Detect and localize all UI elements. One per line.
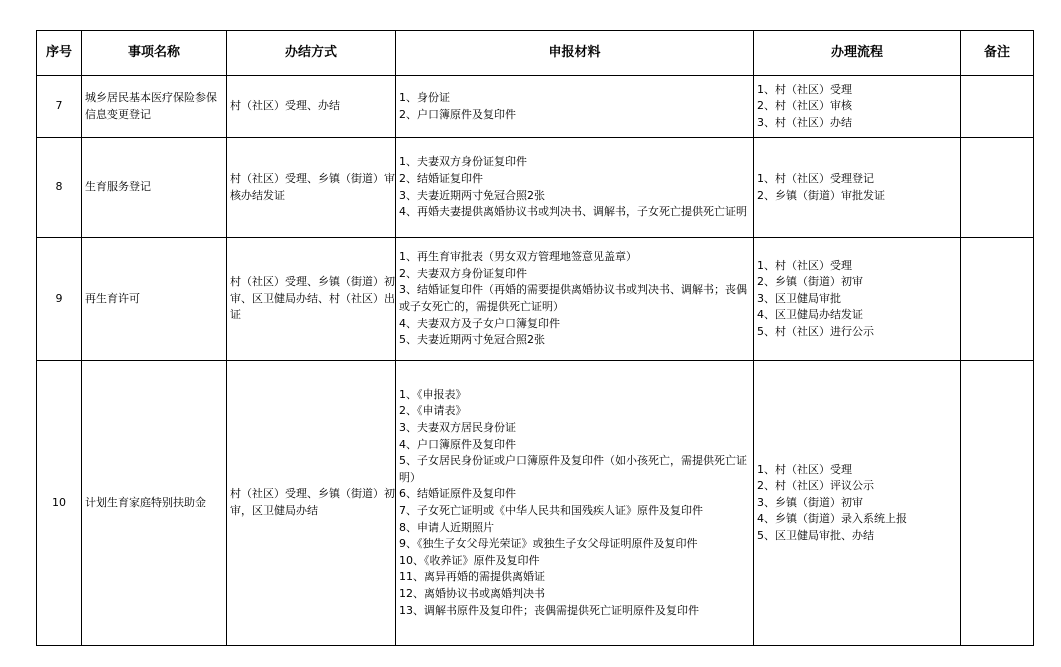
table-row — [37, 238, 1034, 361]
process-step: 4、区卫健局办结发证 — [757, 308, 863, 322]
process-cell — [754, 76, 961, 138]
process-cell — [754, 138, 961, 238]
material-line: 1、身份证 — [399, 90, 450, 104]
process-cell — [754, 238, 961, 361]
materials-cell — [396, 361, 754, 646]
process-step: 3、区卫健局审批 — [757, 291, 841, 305]
header-materials: 申报材料 — [396, 31, 754, 76]
header-method: 办结方式 — [227, 31, 396, 76]
service-items-table-sheet — [36, 30, 1033, 646]
service-items-table — [36, 30, 1034, 646]
material-line: 3、夫妻双方居民身份证 — [399, 421, 516, 435]
material-line: 2、《申请表》 — [399, 404, 467, 418]
material-line: 4、再婚夫妻提供离婚协议书或判决书、调解书，子女死亡提供死亡证明 — [399, 205, 747, 219]
note-cell — [961, 361, 1034, 646]
row-index-cell: 9 — [37, 238, 82, 361]
header-process: 办理流程 — [754, 31, 961, 76]
process-step: 1、村（社区）受理 — [757, 462, 852, 476]
process-cell — [754, 361, 961, 646]
process-step: 3、乡镇（街道）初审 — [757, 495, 863, 509]
note-cell — [961, 138, 1034, 238]
item-name-cell: 生育服务登记 — [82, 138, 227, 238]
materials-cell — [396, 238, 754, 361]
process-step: 2、乡镇（街道）初审 — [757, 275, 863, 289]
method-cell: 村（社区）受理、乡镇（街道）初审，区卫健局办结 — [227, 361, 396, 646]
header-index: 序号 — [37, 31, 82, 76]
row-index-cell: 7 — [37, 76, 82, 138]
material-line: 7、子女死亡证明或《中华人民共和国残疾人证》原件及复印件 — [399, 504, 703, 517]
materials-cell — [396, 76, 754, 138]
process-step: 2、村（社区）审核 — [757, 99, 852, 113]
material-line: 1、《申报表》 — [399, 387, 467, 401]
method-cell: 村（社区）受理、乡镇（街道）初审、区卫健局办结、村（社区）出证 — [227, 238, 396, 361]
note-cell — [961, 238, 1034, 361]
material-line: 2、夫妻双方身份证复印件 — [399, 266, 527, 280]
process-step: 4、乡镇（街道）录入系统上报 — [757, 512, 907, 526]
note-cell — [961, 76, 1034, 138]
material-line: 2、结婚证复印件 — [399, 171, 483, 185]
process-step: 3、村（社区）办结 — [757, 115, 852, 129]
process-step: 2、村（社区）评议公示 — [757, 479, 874, 493]
process-step: 5、区卫健局审批、办结 — [757, 528, 874, 542]
material-line: 5、子女居民身份证或户口簿原件及复印件（如小孩死亡，需提供死亡证明） — [399, 454, 747, 484]
process-step: 1、村（社区）受理 — [757, 82, 852, 96]
process-step: 5、村（社区）进行公示 — [757, 324, 874, 338]
material-line: 9、《独生子女父母光荣证》或独生子女父母证明原件及复印件 — [399, 537, 698, 551]
material-line: 3、结婚证复印件（再婚的需要提供离婚协议书或判决书、调解书；丧偶或子女死亡的，需提供死亡证明） — [399, 283, 747, 313]
process-step: 1、村（社区）受理 — [757, 258, 852, 272]
header-row — [37, 31, 1034, 76]
materials-cell — [396, 138, 754, 238]
row-index-cell: 10 — [37, 361, 82, 646]
item-name-cell: 计划生育家庭特别扶助金 — [82, 361, 227, 646]
method-cell: 村（社区）受理、乡镇（街道）审核办结发证 — [227, 138, 396, 238]
row-index-cell: 8 — [37, 138, 82, 238]
process-step: 2、乡镇（街道）审批发证 — [757, 188, 885, 202]
table-row — [37, 138, 1034, 238]
material-line: 4、户口簿原件及复印件 — [399, 437, 516, 451]
material-line: 2、户口簿原件及复印件 — [399, 107, 516, 121]
material-line: 6、结婚证原件及复印件 — [399, 487, 516, 501]
material-line: 13、调解书原件及复印件；丧偶需提供死亡证明原件及复印件 — [399, 603, 699, 617]
material-line: 4、夫妻双方及子女户口簿复印件 — [399, 316, 560, 330]
material-line: 8、申请人近期照片 — [399, 520, 494, 534]
process-step: 1、村（社区）受理登记 — [757, 171, 874, 185]
header-item-name: 事项名称 — [82, 31, 227, 76]
material-line: 3、夫妻近期两寸免冠合照2张 — [399, 188, 545, 202]
method-cell: 村（社区）受理、办结 — [227, 76, 396, 138]
material-line: 1、夫妻双方身份证复印件 — [399, 155, 527, 169]
header-note: 备注 — [961, 31, 1034, 76]
material-line: 5、夫妻近期两寸免冠合照2张 — [399, 333, 545, 347]
material-line: 10、《收养证》原件及复印件 — [399, 553, 540, 567]
material-line: 11、离异再婚的需提供离婚证 — [399, 570, 545, 584]
table-row — [37, 76, 1034, 138]
material-line: 1、再生育审批表（男女双方管理地签意见盖章） — [399, 250, 637, 264]
item-name-cell: 再生育许可 — [82, 238, 227, 361]
material-line: 12、离婚协议书或离婚判决书 — [399, 586, 545, 600]
item-name-cell: 城乡居民基本医疗保险参保信息变更登记 — [82, 76, 227, 138]
table-row — [37, 361, 1034, 646]
